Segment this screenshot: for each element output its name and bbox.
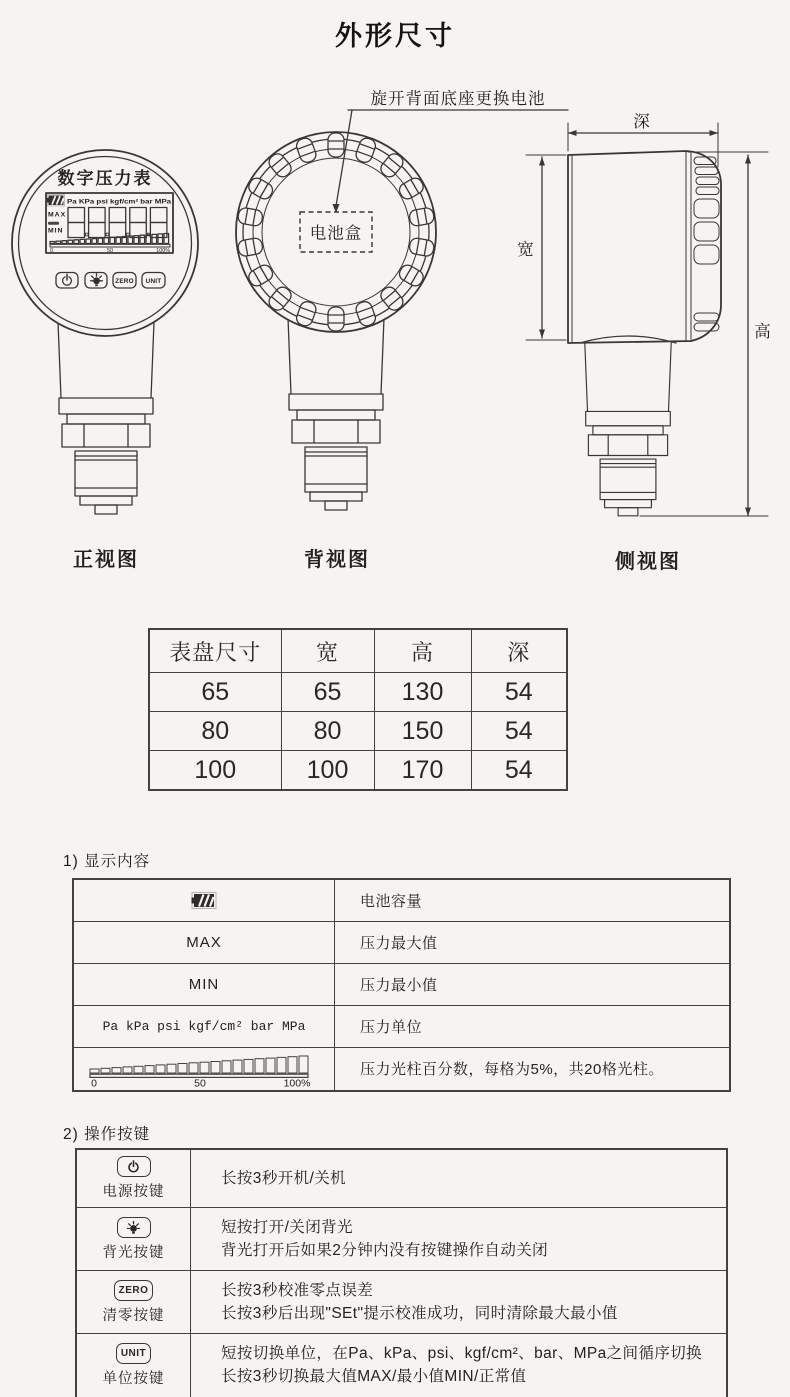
page-title: 外形尺寸 xyxy=(335,21,455,51)
cell: 65 xyxy=(149,673,281,712)
back-view xyxy=(236,132,436,332)
cell: 54 xyxy=(471,673,567,712)
zero-key-desc-2: 长按3秒后出现"SEt"提示校准成功，同时清除最大最小值 xyxy=(221,1305,618,1322)
battery-icon xyxy=(189,891,219,910)
lcd-scale-0: 0 xyxy=(50,248,53,254)
table-row xyxy=(76,1208,727,1271)
cell: 150 xyxy=(374,712,471,751)
table-row xyxy=(76,1149,727,1208)
cell: 170 xyxy=(374,751,471,791)
table-row xyxy=(73,1047,730,1091)
cell: 80 xyxy=(149,712,281,751)
power-key-label: 电源按键 xyxy=(102,1184,165,1200)
cell: 100 xyxy=(149,751,281,791)
table-row xyxy=(149,673,567,712)
bar-scale-100: 100% xyxy=(283,1077,311,1088)
unit-key-label: 单位按键 xyxy=(102,1370,165,1387)
lcd-scale-50: 50 xyxy=(107,248,113,254)
height-col-header: 高 xyxy=(374,629,471,673)
unit-button-label: UNIT xyxy=(145,278,162,285)
power-key-desc: 长按3秒开机/关机 xyxy=(221,1170,347,1187)
width-col-header: 宽 xyxy=(281,629,374,673)
backlight-key-label: 背光按键 xyxy=(102,1244,165,1261)
table-row xyxy=(76,1271,727,1334)
back-view-caption: 背视图 xyxy=(304,549,370,571)
size-table xyxy=(148,628,568,791)
side-process-connection xyxy=(585,343,671,516)
unit-key-button xyxy=(116,1343,151,1364)
lcd-max-label: MAX xyxy=(48,211,67,219)
battery-desc: 电池容量 xyxy=(335,879,731,921)
front-view xyxy=(12,150,198,336)
size-col-header: 表盘尺寸 xyxy=(149,629,281,673)
power-icon xyxy=(126,1159,141,1174)
lcd-scale-100: 100% xyxy=(156,248,170,254)
table-row xyxy=(149,751,567,791)
table-row xyxy=(149,712,567,751)
width-dimension xyxy=(517,155,566,340)
cell: 130 xyxy=(374,673,471,712)
cell: 100 xyxy=(281,751,374,791)
bargraph-desc: 压力光柱百分数，每格为5%，共20格光柱。 xyxy=(335,1047,731,1091)
side-view xyxy=(517,112,772,516)
lcd-units-label: Pa KPa psi kgf/cm² bar MPa xyxy=(67,198,172,206)
cell: 54 xyxy=(471,712,567,751)
depth-col-header: 深 xyxy=(471,629,567,673)
unit-key-desc-1: 短按切换单位，在Pa、kPa、psi、kgf/cm²、bar、MPa之间循序切换 xyxy=(221,1345,703,1363)
unit-key-desc-2: 长按3秒切换最大值MAX/最小值MIN/正常值 xyxy=(221,1368,527,1386)
power-key-button xyxy=(117,1156,151,1177)
size-table-header-row xyxy=(149,629,567,673)
bar-scale-0: 0 xyxy=(91,1077,97,1088)
display-section-heading: 1) 显示内容 xyxy=(63,853,151,870)
min-symbol: MIN xyxy=(73,963,335,1005)
side-view-caption: 侧视图 xyxy=(615,551,681,573)
backlight-key-desc-1: 短按打开/关闭背光 xyxy=(221,1219,353,1236)
table-row xyxy=(73,879,730,921)
front-view-caption: 正视图 xyxy=(73,549,139,571)
back-process-connection xyxy=(288,318,384,510)
max-symbol: MAX xyxy=(73,921,335,963)
battery-box-label: 电池盒 xyxy=(309,224,363,243)
table-row xyxy=(73,1005,730,1047)
width-label: 宽 xyxy=(517,241,535,259)
units-symbol: Pa kPa psi kgf/cm² bar MPa xyxy=(73,1005,335,1047)
table-row xyxy=(76,1334,727,1397)
min-desc: 压力最小值 xyxy=(335,963,731,1005)
zero-button-label: ZERO xyxy=(115,278,134,285)
zero-key-desc-1: 长按3秒校准零点误差 xyxy=(221,1282,374,1299)
cell: 80 xyxy=(281,712,374,751)
table-row xyxy=(73,921,730,963)
zero-key-button xyxy=(114,1280,154,1301)
side-cover-ribs xyxy=(694,157,719,331)
front-process-connection xyxy=(58,322,154,514)
gauge-name-label: 数字压力表 xyxy=(57,169,153,188)
table-row xyxy=(73,963,730,1005)
keys-table xyxy=(75,1148,728,1397)
lcd-min-label: MIN xyxy=(48,227,64,235)
cell: 54 xyxy=(471,751,567,791)
zero-key-label: 清零按键 xyxy=(102,1307,165,1324)
backlight-icon xyxy=(126,1220,141,1235)
depth-dimension xyxy=(568,112,718,167)
backlight-key-button xyxy=(117,1217,151,1238)
backlight-key-desc-2: 背光打开后如果2分钟内没有按键操作自动关闭 xyxy=(221,1242,549,1259)
lcd-battery-icon xyxy=(47,195,65,207)
annotation-text: 旋开背面底座更换电池 xyxy=(370,90,546,108)
display-table xyxy=(72,878,731,1092)
bar-scale-50: 50 xyxy=(194,1077,206,1088)
height-label: 高 xyxy=(754,323,772,341)
keys-section-heading: 2) 操作按键 xyxy=(63,1126,151,1143)
zero-key-text: ZERO xyxy=(118,1284,149,1296)
cell: 65 xyxy=(281,673,374,712)
units-desc: 压力单位 xyxy=(335,1005,731,1047)
dimension-drawing xyxy=(0,85,790,580)
max-desc: 压力最大值 xyxy=(335,921,731,963)
unit-key-text: UNIT xyxy=(120,1347,147,1359)
depth-label: 深 xyxy=(633,113,651,131)
lcd-minus-sign xyxy=(48,222,59,225)
bargraph-icon xyxy=(86,1050,322,1088)
